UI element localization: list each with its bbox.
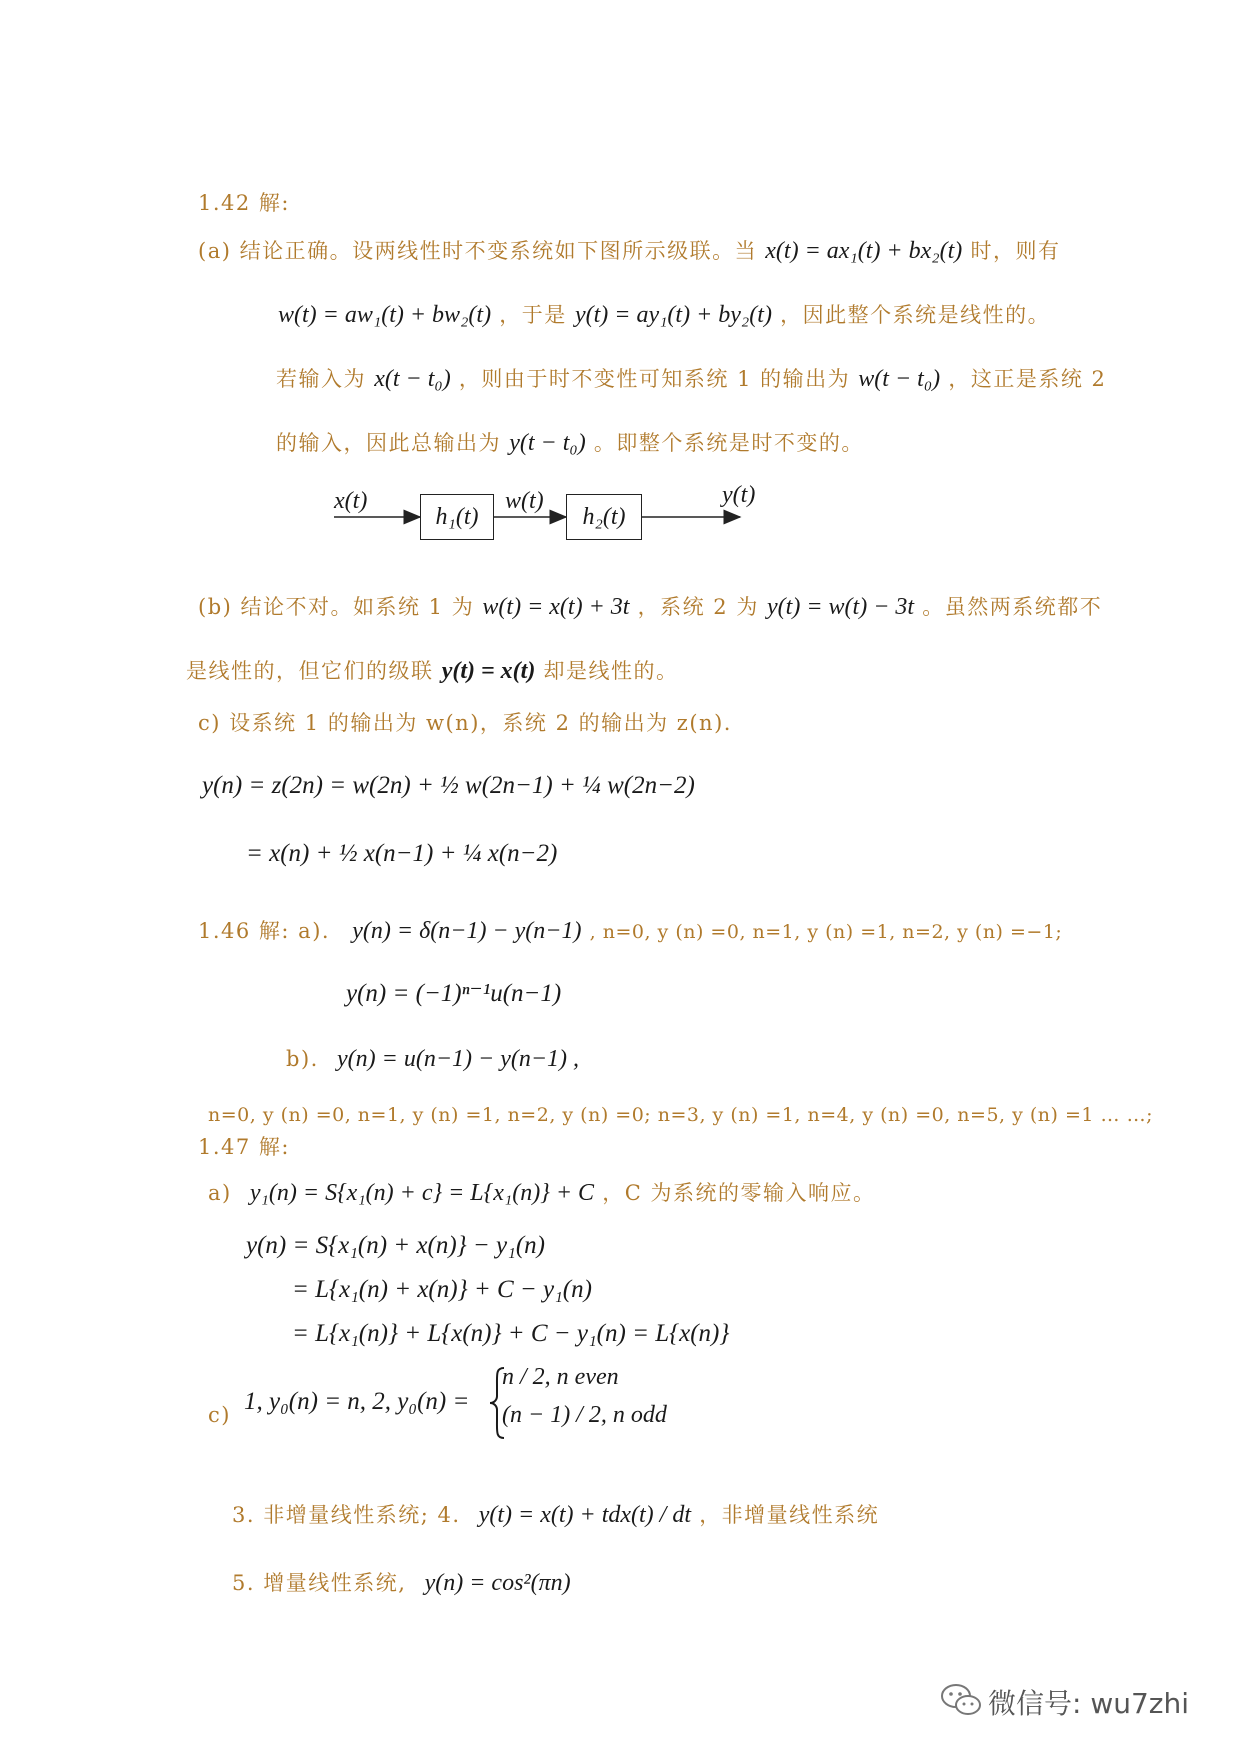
text: ，因此整个系统是线性的。 [780,303,1051,327]
formula: y(t) = x(t) [441,658,536,684]
system-1-box: h₁(t) [420,494,494,540]
text: 若输入为 [276,367,366,391]
piecewise-case-odd: (n − 1) / 2, n odd [502,1402,667,1428]
problem-1-42-c-line: c) 设系统 1 的输出为 w(n)，系统 2 的输出为 z(n). [198,711,732,735]
watermark-text: 微信号: wu7zhi [988,1687,1190,1720]
diagram-output-label: y(t) [722,482,756,508]
formula: y(n) = δ(n−1) − y(n−1) [352,918,582,944]
diagram-input-label: x(t) [334,488,368,514]
problem-1-47-equation-2: = L{x₁(n) + x(n)} + C − y₁(n) [292,1276,592,1303]
problem-1-42-title: 1.42 解: [198,191,291,215]
label: a) [208,1181,232,1205]
formula: y(n) = cos²(πn) [424,1570,571,1596]
text: (b) 结论不对。如系统 1 为 [198,595,475,619]
text: 5. 增量线性系统, [232,1571,407,1595]
piecewise-case-even: n / 2, n even [502,1364,619,1390]
problem-1-46-a-result: y(n) = (−1)ⁿ⁻¹u(n−1) [346,980,562,1007]
formula: y(t − t₀) [509,430,586,456]
text: ，非增量线性系统 [699,1503,880,1527]
formula: y₁(n) = S{x₁(n) + c} = L{x₁(n)} + C [249,1180,595,1206]
problem-1-42-a-line2 [278,300,1050,330]
formula: y(t) = x(t) + tdx(t) / dt [478,1502,691,1528]
problem-1-47-equation-3: = L{x₁(n)} + L{x(n)} + C − y₁(n) = L{x(n)} [292,1320,730,1347]
problem-1-47-c-formula: 1, y₀(n) = n, 2, y₀(n) = [244,1388,470,1415]
text: 。即整个系统是时不变的。 [593,431,864,455]
item-3-4-line [232,1500,879,1530]
text: 时，则有 [970,239,1061,263]
text: 却是线性的。 [543,659,679,683]
text: 是线性的，但它们的级联 [186,659,434,683]
problem-1-47-a-line [208,1178,875,1208]
problem-1-42-c-equation-1: y(n) = z(2n) = w(2n) + ½ w(2n−1) + ¼ w(2n−2) [202,772,695,799]
problem-1-42-a-line4 [276,428,864,458]
text: ，C 为系统的零输入响应。 [602,1181,876,1205]
formula: y(n) = u(n−1) − y(n−1) , [337,1046,580,1072]
text: ，则由于时不变性可知系统 1 的输出为 [458,367,851,391]
formula: w(t) = x(t) + 3t [482,594,630,620]
wechat-icon [940,1680,984,1720]
label: 1.46 解: a). [198,919,331,943]
problem-1-42-b-line1 [198,592,1102,622]
problem-1-47-c-label: c) [208,1403,231,1427]
problem-1-46-a-line [198,916,1062,947]
diagram-middle-label: w(t) [505,488,544,514]
problem-1-42-a-line1 [198,236,1060,266]
formula: y(t) = w(t) − 3t [767,594,915,620]
problem-1-46-b-values: n=0, y (n) =0, n=1, y (n) =1, n=2, y (n) =0; n=3, y (n) =1, n=4, y (n) =0, n=5, y (n) =1 … …; [208,1104,1153,1126]
label: b). [286,1047,319,1071]
text: ，于是 [499,303,567,327]
text: 。虽然两系统都不 [922,595,1103,619]
formula: x(t − t₀) [374,366,451,392]
problem-1-42-c-equation-2: = x(n) + ½ x(n−1) + ¼ x(n−2) [246,840,558,867]
item-5-line [232,1568,571,1598]
text: 的输入，因此总输出为 [276,431,501,455]
problem-1-42-a-line3 [276,364,1106,394]
values: , n=0, y (n) =0, n=1, y (n) =1, n=2, y (n) =−1; [589,921,1063,943]
formula: w(t − t₀) [858,366,941,392]
formula: w(t) = aw₁(t) + bw₂(t) [278,302,492,328]
formula: x(t) = ax₁(t) + bx₂(t) [765,238,963,264]
system-2-box: h₂(t) [566,494,642,540]
formula: y(t) = ay₁(t) + by₂(t) [574,302,772,328]
text: 3. 非增量线性系统; 4. [232,1503,461,1527]
text: (a) 结论正确。设两线性时不变系统如下图所示级联。当 [198,239,758,263]
text: ，系统 2 为 [637,595,759,619]
problem-1-46-b-line [286,1044,579,1074]
problem-1-42-b-line2 [186,656,679,686]
problem-1-47-title: 1.47 解: [198,1135,291,1159]
text: ，这正是系统 2 [948,367,1107,391]
problem-1-47-equation-1: y(n) = S{x₁(n) + x(n)} − y₁(n) [246,1232,545,1259]
